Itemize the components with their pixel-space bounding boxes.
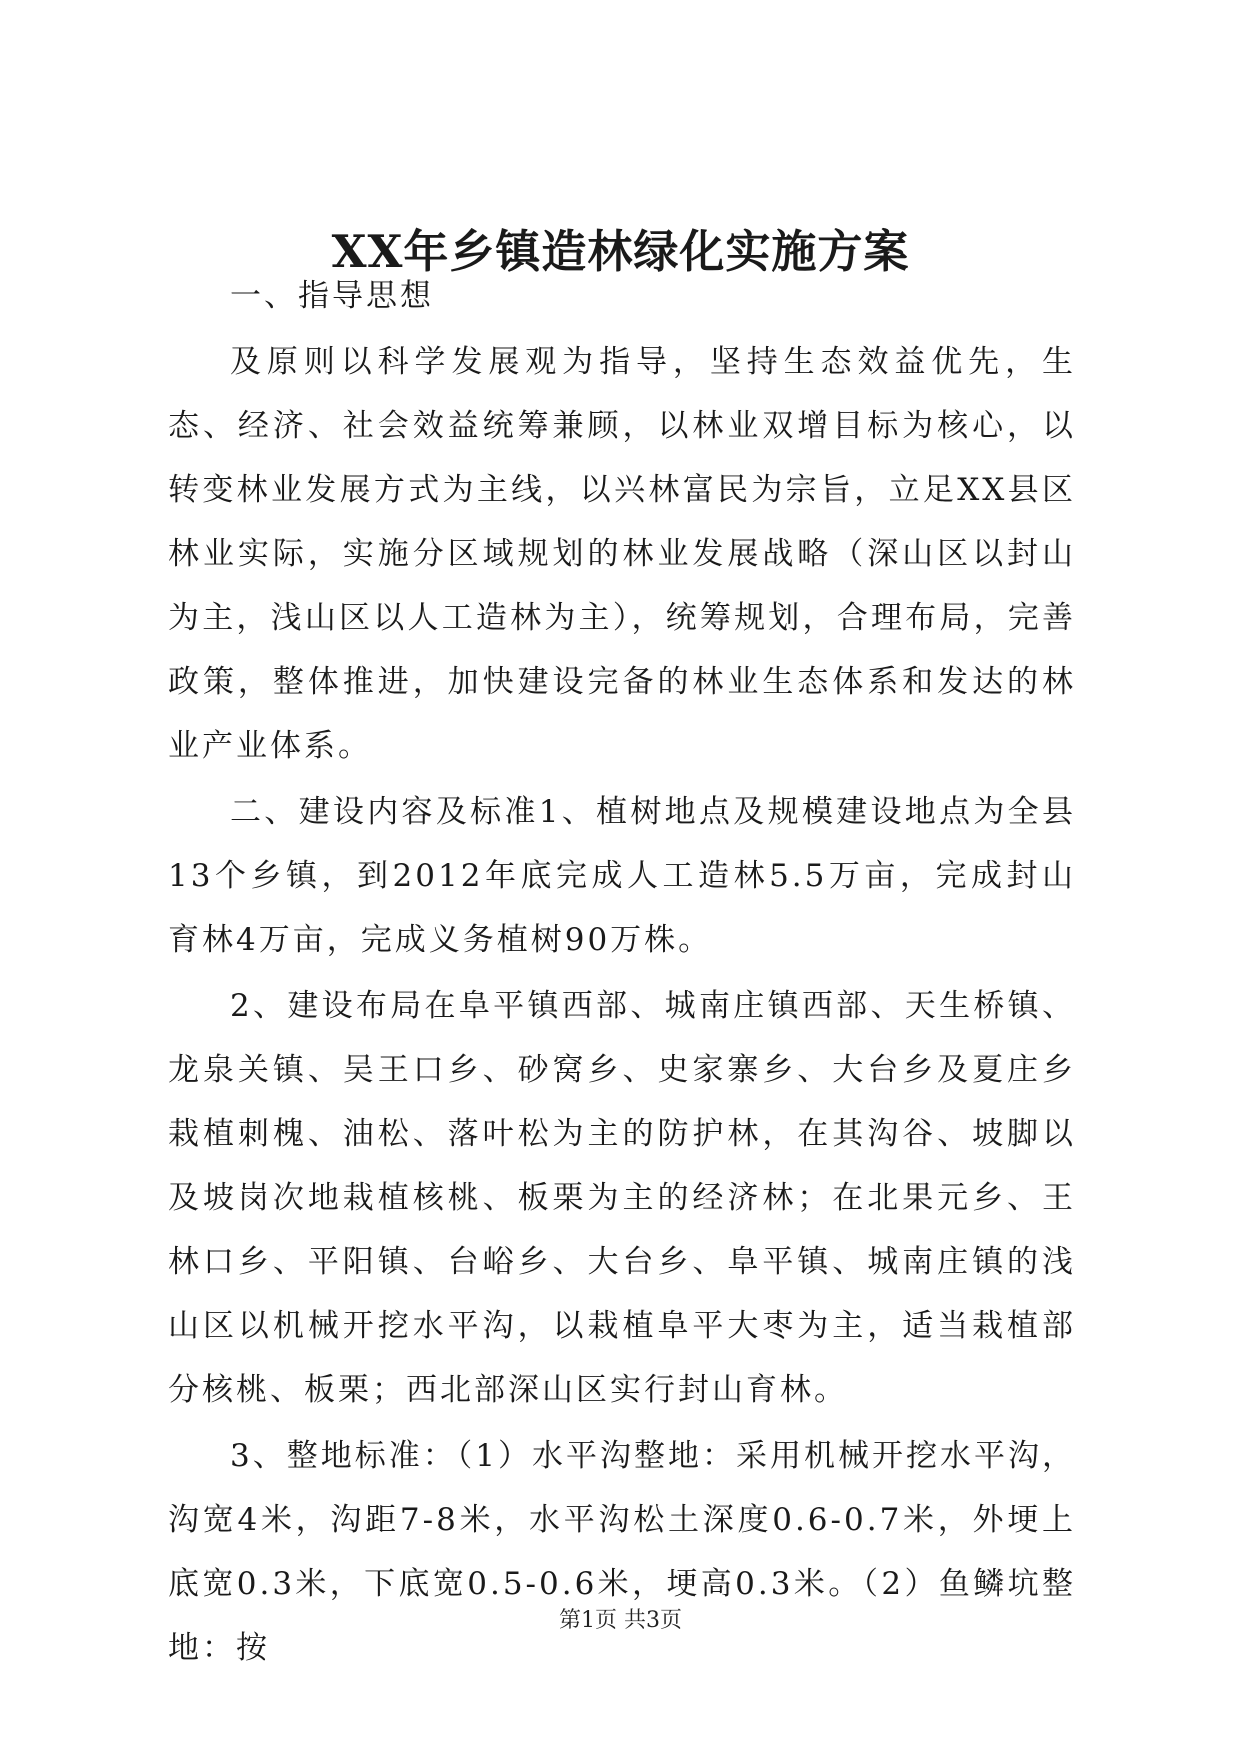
page-number-footer: 第1页 共3页 <box>559 1608 682 1633</box>
paragraph-construction-content: 二、建设内容及标准1、植树地点及规模建设地点为全县13个乡镇，到2012年底完成人工造林5.5万亩，完成封山育林4万亩，完成义务植树90万株。 <box>168 794 1076 958</box>
paragraph-land-preparation: 3、整地标准：（1）水平沟整地：采用机械开挖水平沟，沟宽4米，沟距7-8米，水平沟松土深度0.6-0.7米，外埂上底宽0.3米，下底宽0.5-0.6米，埂高0.3米。（2）鱼鳞坑整地：按 <box>168 1438 1076 1666</box>
section-heading-guiding-ideology: 一、指导思想 <box>230 278 434 314</box>
paragraph-construction-layout: 2、建设布局在阜平镇西部、城南庄镇西部、天生桥镇、龙泉关镇、吴王口乡、砂窝乡、史家寨乡、大台乡及夏庄乡栽植刺槐、油松、落叶松为主的防护林，在其沟谷、坡脚以及坡岗次地栽植核桃、板栗为主的经济林；在北果元乡、王林口乡、平阳镇、台峪乡、大台乡、阜平镇、城南庄镇的浅山区以机械开挖水平沟，以栽植阜平大枣为主，适当栽植部分核桃、板栗；西北部深山区实行封山育林。 <box>168 988 1076 1408</box>
document-title: XX年乡镇造林绿化实施方案 <box>331 225 910 278</box>
document-body <box>168 264 1076 1682</box>
paragraph-principles: 及原则以科学发展观为指导，坚持生态效益优先，生态、经济、社会效益统筹兼顾，以林业双增目标为核心，以转变林业发展方式为主线，以兴林富民为宗旨，立足XX县区林业实际，实施分区域规划的林业发展战略（深山区以封山为主，浅山区以人工造林为主），统筹规划，合理布局，完善政策，整体推进，加快建设完备的林业生态体系和发达的林业产业体系。 <box>168 344 1076 764</box>
